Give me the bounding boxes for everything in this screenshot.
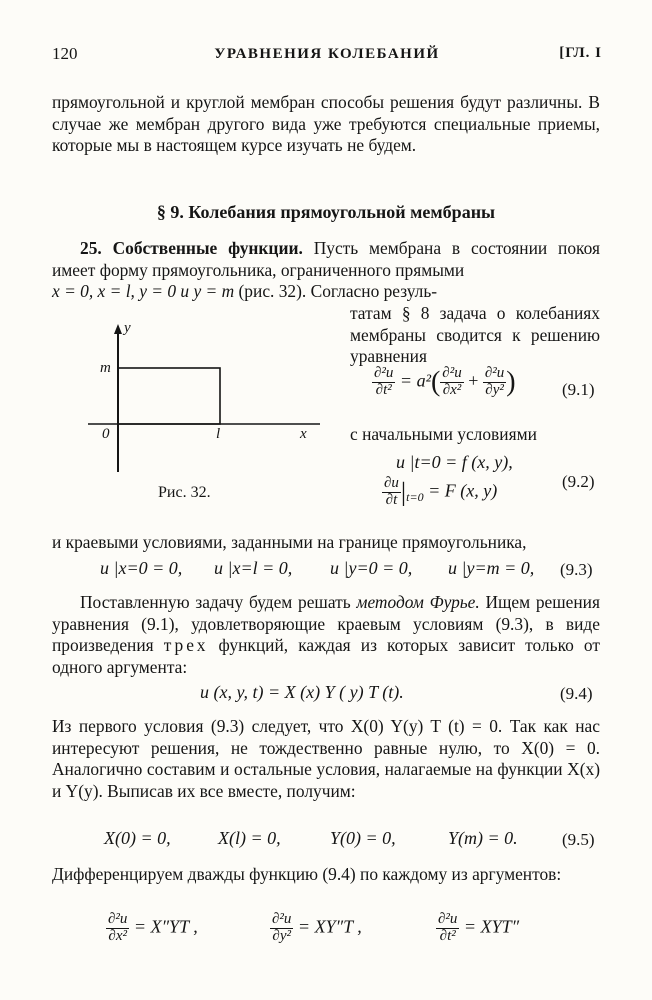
eq95-c4: Y(m) = 0. <box>448 828 518 848</box>
eq-dt-frac <box>436 912 459 945</box>
page-number: 120 <box>52 44 78 63</box>
eq95-c2: X(l) = 0, <box>218 828 281 848</box>
initial-conditions-text: с начальными условиями <box>350 424 537 444</box>
subsection-opening <box>52 238 600 281</box>
eq-second-derivative-t <box>436 912 519 945</box>
eq92-number: (9.2) <box>562 472 595 491</box>
eq91-coef: = a² <box>395 370 431 391</box>
eq-second-derivative-y <box>270 912 362 945</box>
running-title: УРАВНЕНИЯ КОЛЕБАНИЙ <box>214 46 440 62</box>
eq93-c1: u |x=0 = 0, <box>100 558 183 578</box>
eq91-term2 <box>483 366 506 399</box>
eq93-c2: u |x=l = 0, <box>214 558 293 578</box>
y-axis-arrow-icon <box>114 324 122 334</box>
fourier-start: Поставленную задачу будем решать <box>80 592 357 612</box>
fourier-spaced: трех <box>163 635 209 656</box>
eq95-number: (9.5) <box>562 830 595 849</box>
differentiate-paragraph: Дифференцируем дважды функцию (9.4) по каждому из аргументов: <box>52 864 562 884</box>
eq92-rhs: = F (x, y) <box>423 480 498 501</box>
eq-dy-num: ∂²u <box>272 911 292 927</box>
eq94-number: (9.4) <box>560 684 593 703</box>
equation-9-2-line2: $\frac{\partial u}{\partial t}$ $|_{t=0} = F$ (x, y) <box>384 475 498 508</box>
figure-l-label: l <box>216 426 221 442</box>
eq91-t1-num: ∂²u <box>442 365 462 381</box>
fourier-method: методом Фурье. <box>356 592 480 612</box>
subsection-line-tail: (рис. 32). Согласно резуль- <box>234 281 438 301</box>
eq91-lhs-den: ∂t² <box>375 381 392 398</box>
eq92-sub: t=0 <box>406 489 424 504</box>
fourier-rest-b: функций, каждая из которых зависит только от одного аргумента: <box>52 635 601 677</box>
first-condition-paragraph: Из первого условия (9.3) следует, что X(0) Y(y) T (t) = 0. Так как нас интересуют решения, не тождественно равные нулю, то X(0) = 0. Аналогично составим и остальные условия, налагаемые на функции X(x) и Y(y). Выписав их все вместе, получим: <box>52 716 600 801</box>
figure-x-label: x <box>300 426 307 442</box>
eq-dx-den: ∂x² <box>108 927 127 944</box>
eq-dy-rhs: = XY″T , <box>293 916 362 937</box>
eq-dx-num: ∂²u <box>108 911 128 927</box>
chapter-label: [ГЛ. I <box>559 45 602 61</box>
eq-dy-den: ∂y² <box>272 927 291 944</box>
boundary-lines: x = 0, x = l, y = 0 и y = m <box>52 281 235 301</box>
eq93-number: (9.3) <box>560 560 593 579</box>
eq91-lhs-num: ∂²u <box>374 365 394 381</box>
figure-y-label: y <box>124 320 131 336</box>
eq-dt-den: ∂t² <box>439 927 456 944</box>
eq-dt-rhs: = XYT″ <box>459 916 520 937</box>
equation-9-2-line1: u |t=0 = f (x, y), <box>396 452 513 472</box>
boundary-text: и краевыми условиями, заданными на границе прямоугольника, <box>52 532 527 552</box>
eq91-number: (9.1) <box>562 380 595 399</box>
eq95-c3: Y(0) = 0, <box>330 828 396 848</box>
eq95-c1: X(0) = 0, <box>104 828 171 848</box>
eq91-term1 <box>440 366 463 399</box>
membrane-rectangle <box>118 368 220 424</box>
eq91-t1-den: ∂x² <box>442 381 462 398</box>
eq93-c4: u |y=m = 0, <box>448 558 535 578</box>
eq91-lhs <box>372 366 395 399</box>
eq92-den: ∂t <box>385 491 398 508</box>
subsection-heading: 25. Собственные функции. <box>80 238 303 258</box>
equation-9-1: $\frac{\text{∂²u}}{\text{∂t²}}$ = a²( $\frac{\text{∂²u}}{\text{∂x²}}$ + $\frac{\text{∂²u}}{\text{∂y²}}$ ) <box>374 365 516 398</box>
eq91-t2-den: ∂y² <box>485 381 504 398</box>
eq-dt-num: ∂²u <box>438 911 458 927</box>
eq92-frac <box>382 476 401 509</box>
eq-dx-frac <box>106 912 129 945</box>
fourier-rest-a: Ищем решения уравнения (9.1), удовлетворяющие краевым условиям (9.3), в виде произведения <box>52 592 600 656</box>
section-title: § 9. Колебания прямоугольной мембраны <box>156 202 496 222</box>
eq-dy-frac <box>270 912 293 945</box>
eq92-num: ∂u <box>384 475 399 491</box>
eq93-c3: u |y=0 = 0, <box>330 558 413 578</box>
intro-paragraph: прямоугольной и круглой мембран способы решения будут различны. В случае же мембран другого вида уже требуются специальные приемы, которые мы в настоящем курсе изучать не будем. <box>52 92 600 156</box>
figure-origin-label: 0 <box>102 426 110 442</box>
subsection-text: Пусть мембрана в состоянии покоя имеет форму прямоугольника, ограниченного прямыми <box>52 238 600 280</box>
eq-second-derivative-x <box>106 912 198 945</box>
figure-caption: Рис. 32. <box>158 484 211 501</box>
subsection-line <box>52 281 612 303</box>
eq-dx-rhs: = X″YT , <box>129 916 198 937</box>
eq91-t2-num: ∂²u <box>484 365 505 381</box>
running-header <box>52 44 602 66</box>
equation-9-4: u (x, y, t) = X (x) Y ( y) T (t). <box>200 682 404 702</box>
fourier-paragraph <box>52 592 600 678</box>
figure-m-label: m <box>100 360 111 376</box>
figure-32 <box>80 320 340 480</box>
right-column-text: татам § 8 задача о колебаниях мембраны сводится к решению уравнения <box>350 303 600 367</box>
